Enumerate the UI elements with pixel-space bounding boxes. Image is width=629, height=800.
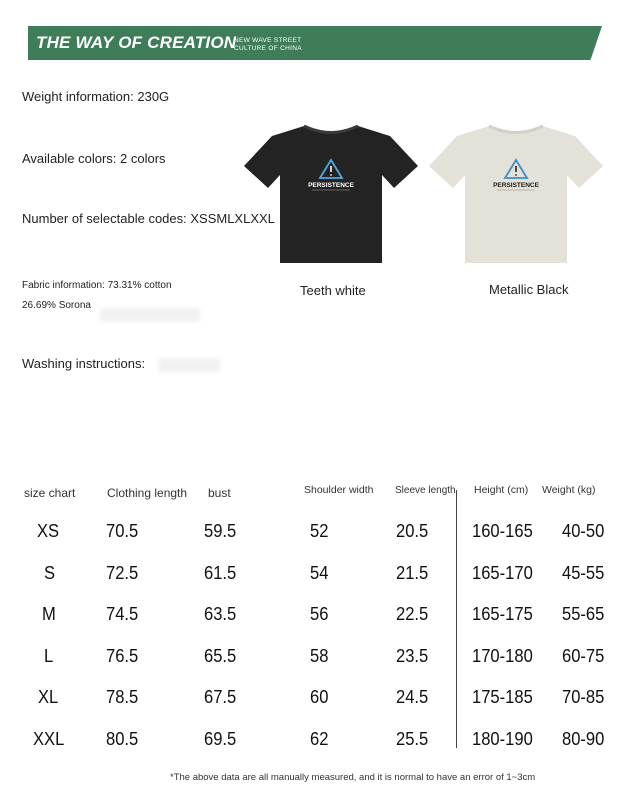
table-cell: 165-170	[472, 563, 533, 583]
table-cell: 24.5	[396, 687, 429, 707]
table-cell: S	[44, 563, 56, 583]
codes-info: Number of selectable codes: XSSMLXLXXL	[22, 211, 275, 226]
table-cell: 56	[310, 604, 329, 624]
black-tshirt-image	[242, 123, 420, 266]
header-shoulder-width: Shoulder width	[304, 484, 374, 496]
table-cell: XL	[38, 687, 59, 707]
table-cell: 20.5	[396, 521, 429, 541]
table-cell: XS	[37, 521, 60, 541]
header-sleeve-length: Sleeve length	[395, 485, 456, 496]
measurement-footnote: *The above data are all manually measured, and it is normal to have an error of 1~3cm	[170, 772, 536, 783]
table-cell: 165-175	[472, 604, 533, 624]
header-clothing-length: Clothing length	[107, 486, 188, 500]
table-cell: 70-85	[562, 687, 605, 707]
header-weight: Weight (kg)	[542, 484, 596, 496]
table-cell: 61.5	[204, 563, 237, 583]
table-cell: 78.5	[106, 687, 139, 707]
table-cell: 170-180	[472, 646, 533, 666]
table-cell: 80.5	[106, 729, 139, 749]
table-cell: 65.5	[204, 646, 237, 666]
banner-subtitle	[234, 37, 302, 53]
blurred-region	[158, 358, 220, 372]
banner-subtitle-line1: NEW WAVE STREET	[234, 37, 302, 44]
table-cell: 175-185	[472, 687, 533, 707]
table-cell: 25.5	[396, 729, 429, 749]
table-cell: 54	[310, 563, 329, 583]
table-cell: 59.5	[204, 521, 237, 541]
table-cell: 60	[310, 687, 329, 707]
header-bust: bust	[208, 486, 231, 500]
shirt-print-text: PERSISTENCE	[493, 182, 539, 189]
table-divider	[456, 490, 457, 748]
table-cell: 72.5	[106, 563, 139, 583]
header-size-chart: size chart	[24, 486, 76, 500]
colors-info: Available colors: 2 colors	[22, 151, 166, 166]
table-cell: 74.5	[106, 604, 139, 624]
header-height: Height (cm)	[474, 484, 529, 496]
table-cell: 52	[310, 521, 329, 541]
table-cell: 45-55	[562, 563, 605, 583]
table-cell: 80-90	[562, 729, 605, 749]
caption-black-shirt: Teeth white	[300, 283, 366, 298]
table-cell: 60-75	[562, 646, 605, 666]
table-cell: M	[42, 604, 56, 624]
table-cell: 76.5	[106, 646, 139, 666]
fabric-info-line2: 26.69% Sorona	[22, 300, 91, 311]
table-cell: 67.5	[204, 687, 237, 707]
table-cell: 22.5	[396, 604, 429, 624]
table-cell: 62	[310, 729, 329, 749]
table-cell: 63.5	[204, 604, 237, 624]
weight-info: Weight information: 230G	[22, 89, 170, 104]
table-cell: 180-190	[472, 729, 533, 749]
table-cell: 55-65	[562, 604, 605, 624]
banner-subtitle-line2: CULTURE OF CHINA	[234, 45, 302, 52]
fabric-info-line1: Fabric information: 73.31% cotton	[22, 280, 172, 291]
white-tshirt-image	[427, 123, 605, 266]
table-cell: XXL	[33, 729, 65, 749]
table-cell: 69.5	[204, 729, 237, 749]
washing-info: Washing instructions:	[22, 356, 146, 371]
table-cell: 160-165	[472, 521, 533, 541]
table-cell: 21.5	[396, 563, 429, 583]
caption-white-shirt: Metallic Black	[489, 282, 569, 297]
banner-title: THE WAY OF CREATION	[36, 33, 237, 52]
table-cell: 70.5	[106, 521, 139, 541]
table-cell: 40-50	[562, 521, 605, 541]
table-cell: L	[44, 646, 54, 666]
table-cell: 23.5	[396, 646, 429, 666]
table-cell: 58	[310, 646, 329, 666]
blurred-region	[100, 308, 200, 322]
shirt-print-text: PERSISTENCE	[308, 182, 354, 189]
